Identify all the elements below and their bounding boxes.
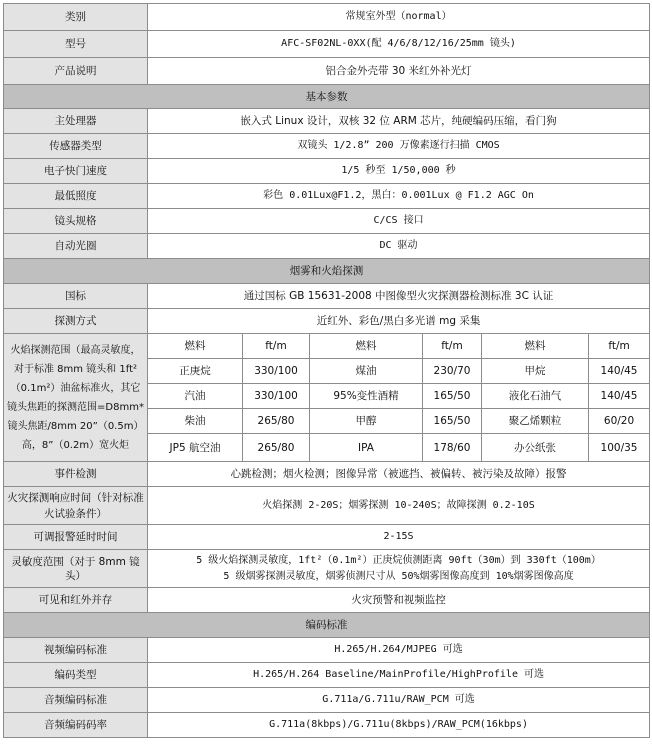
row-encode-type <box>4 663 650 688</box>
header-fuel-2: 燃料 <box>310 334 423 359</box>
value-lens: C/CS 接口 <box>148 209 650 234</box>
value-method: 近红外、彩色/黑白多光谱 mg 采集 <box>148 309 650 334</box>
label-method: 探测方式 <box>4 309 148 334</box>
section-codec-row <box>4 613 650 638</box>
sensitivity-smoke-line: 5 级烟雾探测灵敏度，烟雾侦测尺寸从 50%烟雾图像高度到 10%烟雾图像高度 <box>223 570 574 582</box>
distance-cell: 100/35 <box>589 434 650 462</box>
section-detect: 烟雾和火焰探测 <box>4 259 650 284</box>
distance-cell: 330/100 <box>243 359 310 384</box>
label-model: 型号 <box>4 31 148 58</box>
row-method <box>4 309 650 334</box>
label-alarm-delay: 可调报警延时时间 <box>4 525 148 550</box>
value-coexist: 火灾预警和视频监控 <box>148 588 650 613</box>
section-basic: 基本参数 <box>4 85 650 109</box>
row-event <box>4 462 650 487</box>
row-audio-codec <box>4 688 650 713</box>
label-flame-range: 火焰探测范围（最高灵敏度，对于标准 8mm 镜头和 1ft²（0.1m²）油盆标准火，其它镜头焦距的探测范围=D8mm*镜头焦距/8mm 20”（0.5m）高，8”（0.2m）宽火炬 <box>4 334 148 462</box>
distance-cell: 140/45 <box>589 359 650 384</box>
row-processor <box>4 109 650 134</box>
row-description <box>4 58 650 85</box>
fuel-cell: 汽油 <box>148 384 243 409</box>
header-fuel-1: 燃料 <box>148 334 243 359</box>
row-sensitivity <box>4 550 650 588</box>
label-lens: 镜头规格 <box>4 209 148 234</box>
value-processor: 嵌入式 Linux 设计，双核 32 位 ARM 芯片，纯硬编码压缩，看门狗 <box>148 109 650 134</box>
distance-cell: 330/100 <box>243 384 310 409</box>
label-sensor: 传感器类型 <box>4 134 148 159</box>
label-description: 产品说明 <box>4 58 148 85</box>
fuel-cell: 正庚烷 <box>148 359 243 384</box>
fuel-cell: 聚乙烯颗粒 <box>482 409 589 434</box>
label-audio-codec: 音频编码标准 <box>4 688 148 713</box>
label-standard: 国标 <box>4 284 148 309</box>
label-coexist: 可见和红外并存 <box>4 588 148 613</box>
row-iris <box>4 234 650 259</box>
row-illumination <box>4 184 650 209</box>
label-processor: 主处理器 <box>4 109 148 134</box>
fuel-cell: 煤油 <box>310 359 423 384</box>
row-audio-bitrate <box>4 713 650 738</box>
header-fuel-3: 燃料 <box>482 334 589 359</box>
row-sensor <box>4 134 650 159</box>
value-sensor: 双镜头 1/2.8” 200 万像素逐行扫描 CMOS <box>148 134 650 159</box>
section-detect-row <box>4 259 650 284</box>
value-audio-bitrate: G.711a(8kbps)/G.711u(8kbps)/RAW_PCM(16kbps) <box>148 713 650 738</box>
value-response: 火焰探测 2-20S；烟雾探测 10-240S；故障探测 0.2-10S <box>148 487 650 525</box>
label-audio-bitrate: 音频编码码率 <box>4 713 148 738</box>
label-iris: 自动光圈 <box>4 234 148 259</box>
label-encode-type: 编码类型 <box>4 663 148 688</box>
row-category <box>4 4 650 31</box>
distance-cell: 265/80 <box>243 409 310 434</box>
fuel-cell: JP5 航空油 <box>148 434 243 462</box>
flame-header-row <box>4 334 650 359</box>
label-shutter: 电子快门速度 <box>4 159 148 184</box>
fuel-cell: 甲醇 <box>310 409 423 434</box>
fuel-cell: 办公纸张 <box>482 434 589 462</box>
distance-cell: 165/50 <box>423 409 482 434</box>
value-standard: 通过国标 GB 15631-2008 中图像型火灾探测器检测标准 3C 认证 <box>148 284 650 309</box>
value-encode-type: H.265/H.264 Baseline/MainProfile/HighProfile 可选 <box>148 663 650 688</box>
fuel-cell: IPA <box>310 434 423 462</box>
value-model: AFC-SF02NL-0XX(配 4/6/8/12/16/25mm 镜头) <box>148 31 650 58</box>
header-unit-3: ft/m <box>589 334 650 359</box>
label-event: 事件检测 <box>4 462 148 487</box>
value-alarm-delay: 2-15S <box>148 525 650 550</box>
label-response: 火灾探测响应时间（针对标准火试验条件） <box>4 487 148 525</box>
section-basic-row <box>4 85 650 109</box>
distance-cell: 60/20 <box>589 409 650 434</box>
header-unit-2: ft/m <box>423 334 482 359</box>
value-video-codec: H.265/H.264/MJPEG 可选 <box>148 638 650 663</box>
label-video-codec: 视频编码标准 <box>4 638 148 663</box>
row-model <box>4 31 650 58</box>
fuel-cell: 柴油 <box>148 409 243 434</box>
row-response <box>4 487 650 525</box>
value-audio-codec: G.711a/G.711u/RAW_PCM 可选 <box>148 688 650 713</box>
sensitivity-flame-line: 5 级火焰探测灵敏度，1ft²（0.1m²）正庚烷侦测距离 90ft（30m）到 330ft（100m） <box>196 554 601 566</box>
row-standard <box>4 284 650 309</box>
row-alarm-delay <box>4 525 650 550</box>
distance-cell: 165/50 <box>423 384 482 409</box>
header-unit-1: ft/m <box>243 334 310 359</box>
section-codec: 编码标准 <box>4 613 650 638</box>
fuel-cell: 95%变性酒精 <box>310 384 423 409</box>
value-iris: DC 驱动 <box>148 234 650 259</box>
distance-cell: 140/45 <box>589 384 650 409</box>
row-coexist <box>4 588 650 613</box>
value-description: 铝合金外壳带 30 米红外补光灯 <box>148 58 650 85</box>
value-shutter: 1/5 秒至 1/50,000 秒 <box>148 159 650 184</box>
value-category: 常规室外型（normal） <box>148 4 650 31</box>
fuel-cell: 甲烷 <box>482 359 589 384</box>
label-sensitivity: 灵敏度范围（对于 8mm 镜头） <box>4 550 148 588</box>
label-illumination: 最低照度 <box>4 184 148 209</box>
value-event: 心跳检测；烟火检测；图像异常（被遮挡、被偏转、被污染及故障）报警 <box>148 462 650 487</box>
row-lens <box>4 209 650 234</box>
spec-table <box>3 3 650 738</box>
row-video-codec <box>4 638 650 663</box>
row-shutter <box>4 159 650 184</box>
fuel-cell: 液化石油气 <box>482 384 589 409</box>
distance-cell: 178/60 <box>423 434 482 462</box>
distance-cell: 265/80 <box>243 434 310 462</box>
value-sensitivity <box>148 550 650 588</box>
label-category: 类别 <box>4 4 148 31</box>
value-illumination: 彩色 0.01Lux@F1.2，黑白：0.001Lux @ F1.2 AGC On <box>148 184 650 209</box>
distance-cell: 230/70 <box>423 359 482 384</box>
